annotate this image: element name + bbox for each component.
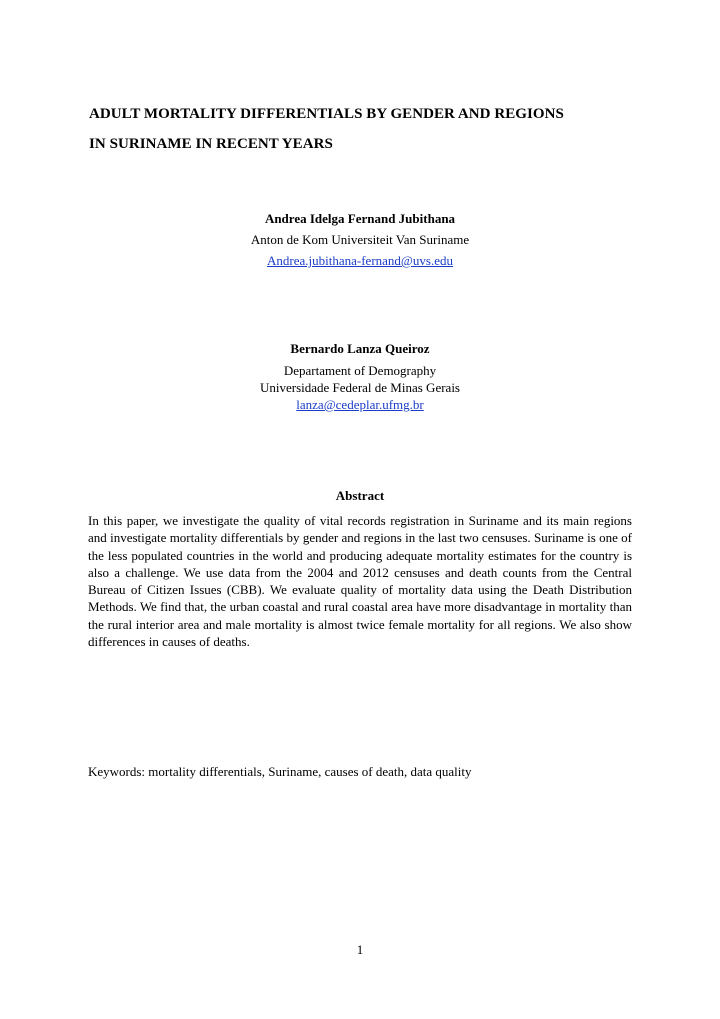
- paper-title-line-1: ADULT MORTALITY DIFFERENTIALS BY GENDER AND REGIONS: [89, 106, 564, 122]
- page-number: 1: [356, 942, 364, 957]
- author-email-link-2[interactable]: lanza@cedeplar.ufmg.br: [296, 397, 424, 412]
- author-affiliation-1: Anton de Kom Universiteit Van Suriname: [250, 232, 470, 247]
- author-block-1: [0, 210, 720, 269]
- author-affiliation-2: Universidade Federal de Minas Gerais: [260, 380, 460, 395]
- keywords-line: Keywords: mortality differentials, Suriname, causes of death, data quality: [88, 764, 472, 779]
- abstract-heading: Abstract: [335, 488, 385, 503]
- paper-title-line-2: IN SURINAME IN RECENT YEARS: [89, 136, 333, 152]
- author-email-link-1[interactable]: Andrea.jubithana-fernand@uvs.edu: [267, 253, 453, 268]
- author-department-2: Departament of Demography: [283, 363, 437, 378]
- author-name-2: Bernardo Lanza Queiroz: [290, 341, 430, 356]
- author-block-2: [0, 340, 720, 413]
- abstract-text: In this paper, we investigate the quality of vital records registration in Suriname and its main regions and investigate mortality differentials by gender and regions in the last two censuses. Suriname is one of the less populated countries in the world and producing adequate mortality estimates for the country is also a challenge. We use data from the 2004 and 2012 censuses and death counts from the Central Bureau of Citizen Issues (CBB). We evaluate quality of mortality data using the Death Distribution Methods. We find that, the urban coastal and rural coastal area have more disadvantage in mortality than the rural interior area and male mortality is almost twice female mortality for all regions. We also show differences in causes of deaths.: [88, 513, 632, 650]
- author-name-1: Andrea Idelga Fernand Jubithana: [264, 211, 456, 226]
